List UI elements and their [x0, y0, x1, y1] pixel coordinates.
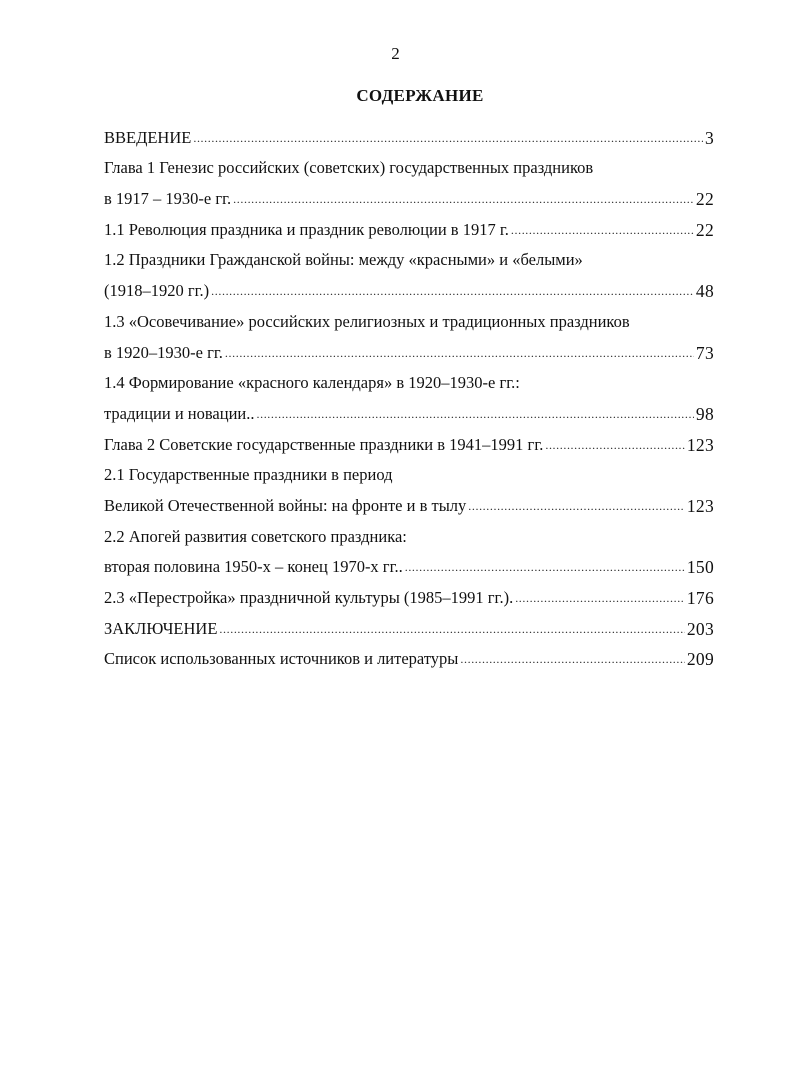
toc-entry-text: Глава 2 Советские государственные праздники в 1941–1991 гг.: [104, 434, 544, 454]
dot-leader: [545, 439, 684, 451]
toc-entry-text: традиции и новации..: [104, 403, 255, 423]
dot-leader: [405, 561, 685, 573]
toc-entry-text: 1.2 Праздники Гражданской войны: между «красными» и «белыми»: [104, 250, 583, 270]
dot-leader: [233, 193, 694, 205]
dot-leader: [219, 623, 684, 635]
toc-entry-text: 2.1 Государственные праздники в период: [104, 465, 393, 485]
dot-leader: [193, 132, 703, 144]
toc-entry-text: вторая половина 1950-х – конец 1970-х гг..: [104, 557, 403, 577]
toc-entry-page: 73: [695, 342, 714, 363]
toc-entry-page: 176: [686, 588, 714, 608]
table-of-contents: [104, 117, 714, 669]
toc-entry-text: в 1920–1930-е гг.: [104, 342, 223, 362]
toc-entry-section-1-3-line-2[interactable]: [104, 332, 714, 363]
toc-entry-page: 203: [686, 618, 714, 639]
toc-entry-text: в 1917 – 1930-е гг.: [104, 189, 232, 209]
toc-entry-section-2-1-line-1[interactable]: [104, 455, 714, 486]
dot-leader: [211, 285, 694, 297]
toc-entry-text: 1.3 «Осовечивание» российских религиозных и традиционных праздников: [104, 311, 630, 331]
toc-entry-page: 3: [704, 127, 714, 148]
toc-entry-page: 22: [695, 189, 714, 210]
toc-entry-page: 209: [686, 649, 714, 670]
toc-entry-text: Великой Отечественной войны: на фронте и в тылу: [104, 495, 467, 515]
dot-leader: [515, 592, 685, 604]
toc-entry-section-1-2-line-1[interactable]: [104, 240, 714, 271]
toc-entry-text: 1.1 Революция праздника и праздник революции в 1917 г.: [104, 219, 509, 239]
toc-entry-page: 48: [695, 281, 714, 302]
dot-leader: [460, 653, 684, 665]
toc-entry-section-2-2-line-2[interactable]: [104, 547, 714, 578]
toc-entry-page: 98: [695, 403, 714, 424]
toc-entry-page: 123: [686, 434, 714, 455]
toc-entry-text: 2.3 «Перестройка» праздничной культуры (1985–1991 гг.).: [104, 588, 514, 607]
toc-entry-section-1-1[interactable]: [104, 209, 714, 240]
toc-entry-section-1-4-line-2[interactable]: [104, 393, 714, 424]
dot-leader: [511, 224, 694, 236]
toc-entry-text: 2.2 Апогей развития советского праздника:: [104, 526, 407, 546]
toc-title: СОДЕРЖАНИЕ: [356, 86, 484, 105]
toc-entry-conclusion[interactable]: [104, 608, 714, 639]
toc-entry-text: (1918–1920 гг.): [104, 281, 210, 301]
dot-leader: [468, 500, 685, 512]
toc-entry-bibliography[interactable]: [104, 639, 714, 670]
toc-entry-section-1-4-line-1[interactable]: [104, 363, 714, 394]
toc-entry-section-2-2-line-1[interactable]: [104, 516, 714, 547]
dot-leader: [257, 408, 694, 420]
toc-entry-section-2-1-line-2[interactable]: [104, 485, 714, 516]
dot-leader: [225, 347, 694, 359]
page-number: 2: [391, 44, 400, 63]
toc-entry-section-1-3-line-1[interactable]: [104, 301, 714, 332]
toc-entry-section-2-3[interactable]: [104, 577, 714, 608]
toc-entry-page: 123: [686, 495, 714, 516]
toc-entry-page: 150: [686, 557, 714, 578]
toc-entry-chapter-2[interactable]: [104, 424, 714, 455]
toc-entry-chapter-1-line-2[interactable]: [104, 178, 714, 209]
toc-entry-text: ЗАКЛЮЧЕНИЕ: [104, 618, 218, 638]
toc-entry-text: Список использованных источников и литературы: [104, 649, 459, 669]
toc-entry-text: 1.4 Формирование «красного календаря» в 1920–1930-е гг.:: [104, 373, 520, 393]
toc-entry-page: 22: [695, 219, 714, 240]
toc-entry-chapter-1-line-1[interactable]: [104, 148, 714, 179]
toc-entry-introduction[interactable]: [104, 117, 714, 148]
toc-entry-text: Глава 1 Генезис российских (советских) государственных праздников: [104, 158, 594, 178]
toc-entry-text: ВВЕДЕНИЕ: [104, 127, 192, 147]
toc-entry-section-1-2-line-2[interactable]: [104, 270, 714, 301]
